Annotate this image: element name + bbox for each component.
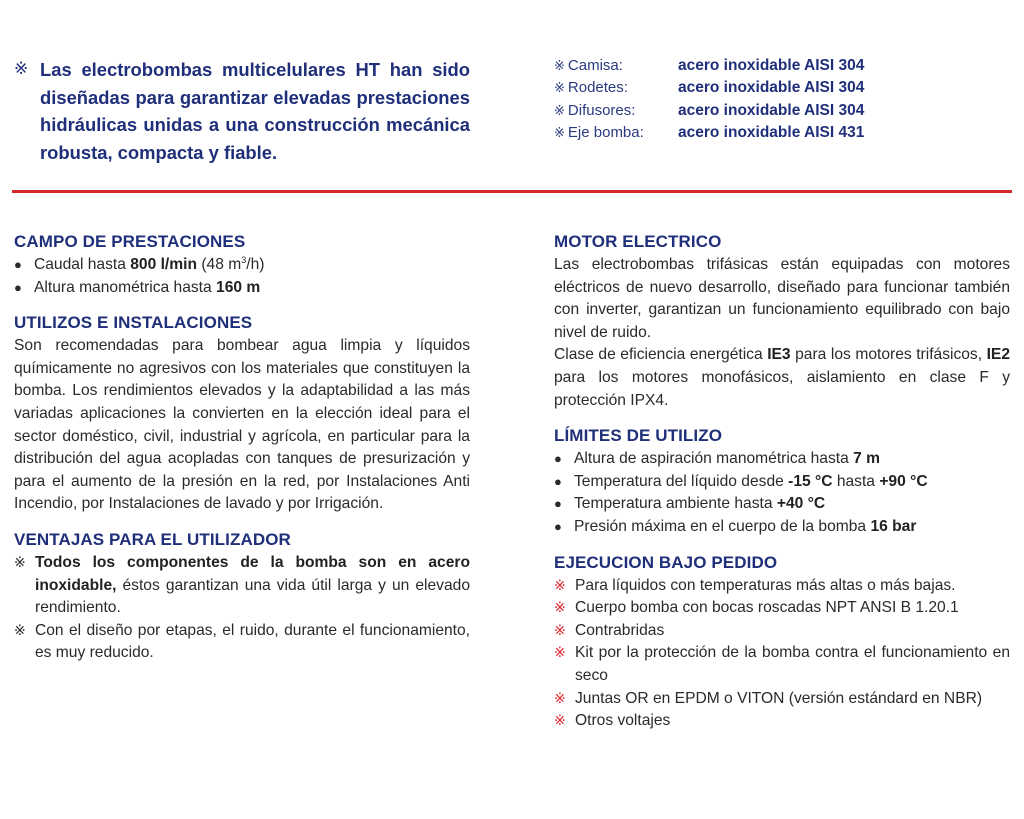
reference-mark-icon: ※ bbox=[14, 554, 26, 571]
material-row bbox=[554, 77, 864, 99]
section-title: MOTOR ELECTRICO bbox=[554, 232, 722, 251]
section-title: LÍMITES DE UTILIZO bbox=[554, 426, 723, 446]
section-utilizos bbox=[14, 311, 470, 516]
bullet-icon: ● bbox=[554, 518, 562, 534]
list-item: ※ Otros voltajes bbox=[554, 710, 1010, 733]
list-item: ※ Kit por la protección de la bomba contra el funcionamiento en seco bbox=[554, 642, 1010, 687]
bullet-icon: ● bbox=[554, 496, 562, 512]
list-item: ● Temperatura ambiente hasta +40 °C bbox=[554, 493, 1010, 516]
section-title: CAMPO DE PRESTACIONES bbox=[14, 232, 246, 251]
material-value: acero inoxidable AISI 431 bbox=[678, 123, 865, 141]
intro-block bbox=[14, 56, 470, 166]
reference-mark-icon: ※ bbox=[554, 81, 565, 97]
reference-mark-icon: ※ bbox=[554, 103, 565, 119]
list-item: ● Altura de aspiración manométrica hasta 7 m bbox=[554, 448, 1010, 471]
left-column bbox=[14, 230, 470, 665]
material-value: acero inoxidable AISI 304 bbox=[678, 101, 865, 119]
right-column bbox=[554, 230, 1010, 733]
reference-mark-icon: ※ bbox=[554, 125, 565, 141]
list-item: ● Altura manométrica hasta 160 m bbox=[14, 277, 470, 300]
section-limites bbox=[554, 424, 1010, 538]
bullet-icon: ● bbox=[554, 473, 562, 489]
list-item: ※ Juntas OR en EPDM o VITON (versión estándard en NBR) bbox=[554, 688, 1010, 711]
reference-mark-icon: ※ bbox=[554, 690, 566, 707]
list-item: ● Presión máxima en el cuerpo de la bomba 16 bar bbox=[554, 516, 1010, 539]
list-item: ※ Contrabridas bbox=[554, 620, 1010, 643]
bullet-icon: ● bbox=[14, 279, 22, 295]
bullet-icon: ● bbox=[14, 257, 22, 272]
intro-text: Las electrobombas multicelulares HT han sido diseñadas para garantizar elevadas prestaciones hidráulicas unidas a una construcción mecánica robusta, compacta y fiable. bbox=[40, 59, 470, 163]
section-text: Son recomendadas para bombear agua limpia y líquidos químicamente no agresivos con los materiales que constituyen la bomba. Los rendimientos elevados y la adaptabilidad a las más variadas aplicaciones la convierten en la elección ideal para el sector doméstico, civil, industrial y agrícola, en particular para la distribución del agua acopladas con tanques de presurización y para el aumento de la presión en la red, por Instalaciones Anti Incendio, por Instalaciones de lavado y por Irrigación. bbox=[14, 337, 470, 513]
material-label: Eje bomba: bbox=[567, 123, 644, 141]
material-row bbox=[554, 100, 864, 122]
section-text: Clase de eficiencia energética IE3 para los motores trifásicos, IE2 para los motores monofásicos, aislamiento en clase F y protección IPX4. bbox=[554, 346, 1010, 409]
list-item: ● Temperatura del líquido desde -15 °C hasta +90 °C bbox=[554, 471, 1010, 494]
list-item: ● Caudal hasta 800 l/min (48 $m^3/h$) bbox=[14, 254, 470, 277]
bullet-icon: ● bbox=[554, 451, 562, 467]
section-motor bbox=[554, 230, 1010, 412]
material-label: Difusores: bbox=[567, 101, 636, 119]
material-value: acero inoxidable AISI 304 bbox=[678, 79, 865, 97]
list-item: ※ Cuerpo bomba con bocas roscadas NPT ANSI B 1.20.1 bbox=[554, 597, 1010, 620]
reference-mark-icon: ※ bbox=[554, 577, 566, 594]
red-divider bbox=[12, 190, 1012, 193]
reference-mark-icon: ※ bbox=[14, 59, 29, 79]
section-campo bbox=[14, 230, 470, 299]
material-label: Rodetes: bbox=[567, 79, 628, 97]
list-item: ※ Para líquidos con temperaturas más altas o más bajas. bbox=[554, 575, 1010, 598]
material-row bbox=[554, 55, 864, 77]
material-label: Camisa: bbox=[567, 57, 623, 74]
material-row bbox=[554, 122, 864, 144]
section-ventajas bbox=[14, 528, 470, 665]
reference-mark-icon: ※ bbox=[554, 600, 566, 617]
section-title: EJECUCION BAJO PEDIDO bbox=[554, 552, 778, 572]
list-item: ※ Con el diseño por etapas, el ruido, durante el funcionamiento, es muy reducido. bbox=[14, 620, 470, 665]
section-text: Las electrobombas trifásicas están equipadas con motores eléctricos de nuevo desarrollo, diseñado para funcionar también con inverter, garantizan un funcionamiento equilibrado con bajo nivel de ruido. bbox=[554, 256, 1010, 341]
section-ejecucion bbox=[554, 551, 1010, 733]
list-item: ※ Todos los componentes de la bomba son en acero inoxidable, éstos garantizan una vida útil larga y un elevado rendimiento. bbox=[14, 552, 470, 620]
materials-list bbox=[554, 55, 864, 144]
section-title: VENTAJAS PARA EL UTILIZADOR bbox=[14, 529, 291, 549]
material-value: acero inoxidable AISI 304 bbox=[678, 57, 865, 74]
section-title: UTILIZOS E INSTALACIONES bbox=[14, 313, 253, 333]
reference-mark-icon: ※ bbox=[554, 59, 565, 74]
reference-mark-icon: ※ bbox=[14, 622, 26, 639]
reference-mark-icon: ※ bbox=[554, 622, 566, 639]
reference-mark-icon: ※ bbox=[554, 645, 566, 662]
reference-mark-icon: ※ bbox=[554, 713, 566, 730]
